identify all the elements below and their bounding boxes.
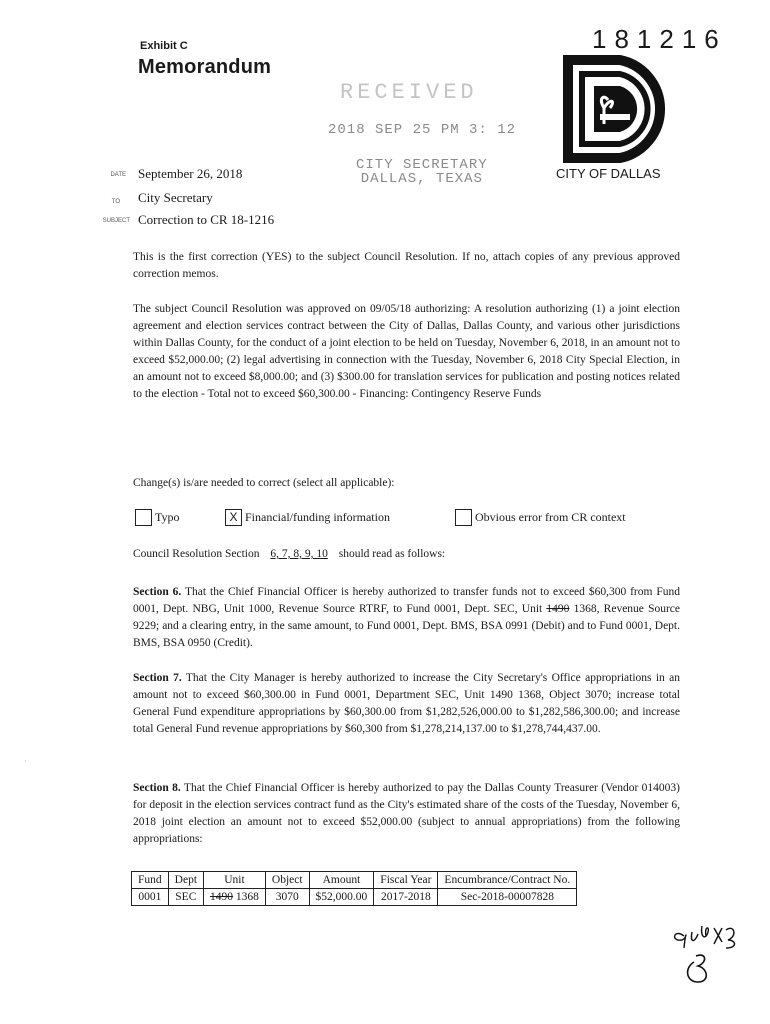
typo-label: Typo	[155, 510, 180, 524]
resolution-section-line	[133, 548, 445, 560]
section-6-struck-unit: 1490	[546, 603, 570, 615]
stamp-date-time: 2018 SEP 25 PM 3: 12	[328, 122, 517, 138]
section-7	[133, 670, 680, 738]
section-6	[133, 584, 680, 652]
financial-info-label: Financial/funding information	[245, 510, 390, 524]
financial-info-option[interactable]	[225, 509, 390, 526]
col-fiscal-year: Fiscal Year	[374, 872, 438, 889]
subject-label: SUBJECT	[102, 218, 130, 224]
approval-text: The subject Council Resolution was approved on 09/05/18 authorizing: A resolution authorizing (1) a joint election agreement and election services contract between the City of Dallas, Dallas County, and various other jurisdictions within Dallas County, for the conduct of a joint election to be held on Tuesday, November 6, 2018, in an amount not to exceed $52,000.00; (2) legal advertising in connection with the Tuesday, November 6, 2018 City Special Election, in an amount not to exceed $8,000.00; and (3) $300.00 for translation services for publication and posting notices related to the election - Total not to exceed $60,300.00 - Financing: Contingency Reserve Funds	[133, 303, 680, 400]
resolution-sections: 6, 7, 8, 9, 10	[270, 548, 328, 560]
col-dept: Dept	[168, 872, 203, 889]
obvious-error-option[interactable]	[455, 509, 626, 526]
col-object: Object	[265, 872, 309, 889]
margin-mark: ·	[24, 757, 27, 766]
subject-value: Correction to CR 18-1216	[138, 212, 275, 227]
changes-prompt-text: Change(s) is/are needed to correct (select all applicable):	[133, 477, 395, 489]
document-number: 181216	[592, 24, 727, 54]
cell-unit-old: 1490	[210, 891, 234, 903]
intro-text: This is the first correction (YES) to the subject Council Resolution. If no, attach copies of any previous approved correction memos.	[133, 251, 680, 280]
section-8	[133, 780, 680, 848]
stamp-office	[356, 158, 488, 186]
stamp-office-line1: CITY SECRETARY	[356, 157, 488, 173]
exhibit-label: Exhibit C	[140, 40, 188, 52]
cell-amount: $52,000.00	[309, 889, 374, 906]
col-unit: Unit	[204, 872, 266, 889]
to-label: TO	[111, 199, 120, 205]
typo-checkbox[interactable]	[135, 509, 152, 526]
col-fund: Fund	[132, 872, 169, 889]
cell-fiscal-year: 2017-2018	[374, 889, 438, 906]
cell-object: 3070	[265, 889, 309, 906]
cell-fund: 0001	[132, 889, 169, 906]
section-6-title: Section 6.	[133, 586, 182, 598]
city-name: CITY OF DALLAS	[556, 166, 661, 181]
section-6-text-b: 1368, Revenue Source 9229; and a clearing entry, in the same amount, to Fund 0001, Dept. BMS, BSA 0991 (Debit) and to Fund 0001, Dept. BMS, BSA 0950 (Credit).	[133, 603, 681, 649]
date-value: September 26, 2018	[138, 166, 243, 181]
approval-paragraph	[133, 301, 680, 403]
date-label: DATE	[110, 172, 126, 178]
handwritten-initials	[664, 918, 754, 990]
cell-unit-new: 1368	[235, 891, 259, 903]
memorandum-title: Memorandum	[138, 56, 272, 78]
cell-dept: SEC	[168, 889, 203, 906]
section-8-text: That the Chief Financial Officer is hereby authorized to pay the Dallas County Treasurer (Vendor 014003) for deposit in the election services contract fund as the City's estimated share of the costs of the Tuesday, November 6, 2018 joint election an amount not to exceed $52,000.00 (subject to annual appropriations) from the following appropriations:	[133, 782, 680, 845]
section-7-title: Section 7.	[133, 672, 182, 684]
to-value: City Secretary	[138, 190, 213, 205]
table-row	[132, 889, 577, 906]
section-7-text: That the City Manager is hereby authorized to increase the City Secretary's Office appropriations in an amount not to exceed $60,300.00 in Fund 0001, Department SEC, Unit 1490 1368, Object 3070; increase total General Fund expenditure appropriations by $60,300.00 from $1,282,526,000.00 to $1,282,586,300.00; and increase total General Fund revenue appropriations by $60,300 from $1,278,214,137.00 to $1,278,744,437.00.	[133, 672, 680, 735]
intro-paragraph	[133, 249, 680, 283]
obvious-error-checkbox[interactable]	[455, 509, 472, 526]
resolution-prefix: Council Resolution Section	[133, 548, 260, 560]
changes-prompt	[133, 475, 680, 492]
appropriations-table	[131, 871, 577, 906]
cell-encumbrance: Sec-2018-00007828	[438, 889, 577, 906]
stamp-office-line2: DALLAS, TEXAS	[360, 171, 483, 187]
typo-option[interactable]	[135, 509, 180, 526]
section-8-title: Section 8.	[133, 782, 181, 794]
table-header-row	[132, 872, 577, 889]
cell-unit	[204, 889, 266, 906]
col-encumbrance: Encumbrance/Contract No.	[438, 872, 577, 889]
city-of-dallas-logo-icon	[560, 54, 690, 164]
section-6-text-a: That the Chief Financial Officer is hereby authorized to transfer funds not to exceed $60,300 from Fund 0001, Dept. NBG, Unit 1000, Revenue Source RTRF, to Fund 0001, Dept. SEC, Unit	[133, 586, 680, 615]
financial-info-checkbox[interactable]: X	[225, 509, 242, 526]
received-stamp: RECEIVED	[340, 80, 478, 105]
resolution-suffix: should read as follows:	[338, 548, 446, 560]
obvious-error-label: Obvious error from CR context	[475, 510, 626, 524]
col-amount: Amount	[309, 872, 374, 889]
